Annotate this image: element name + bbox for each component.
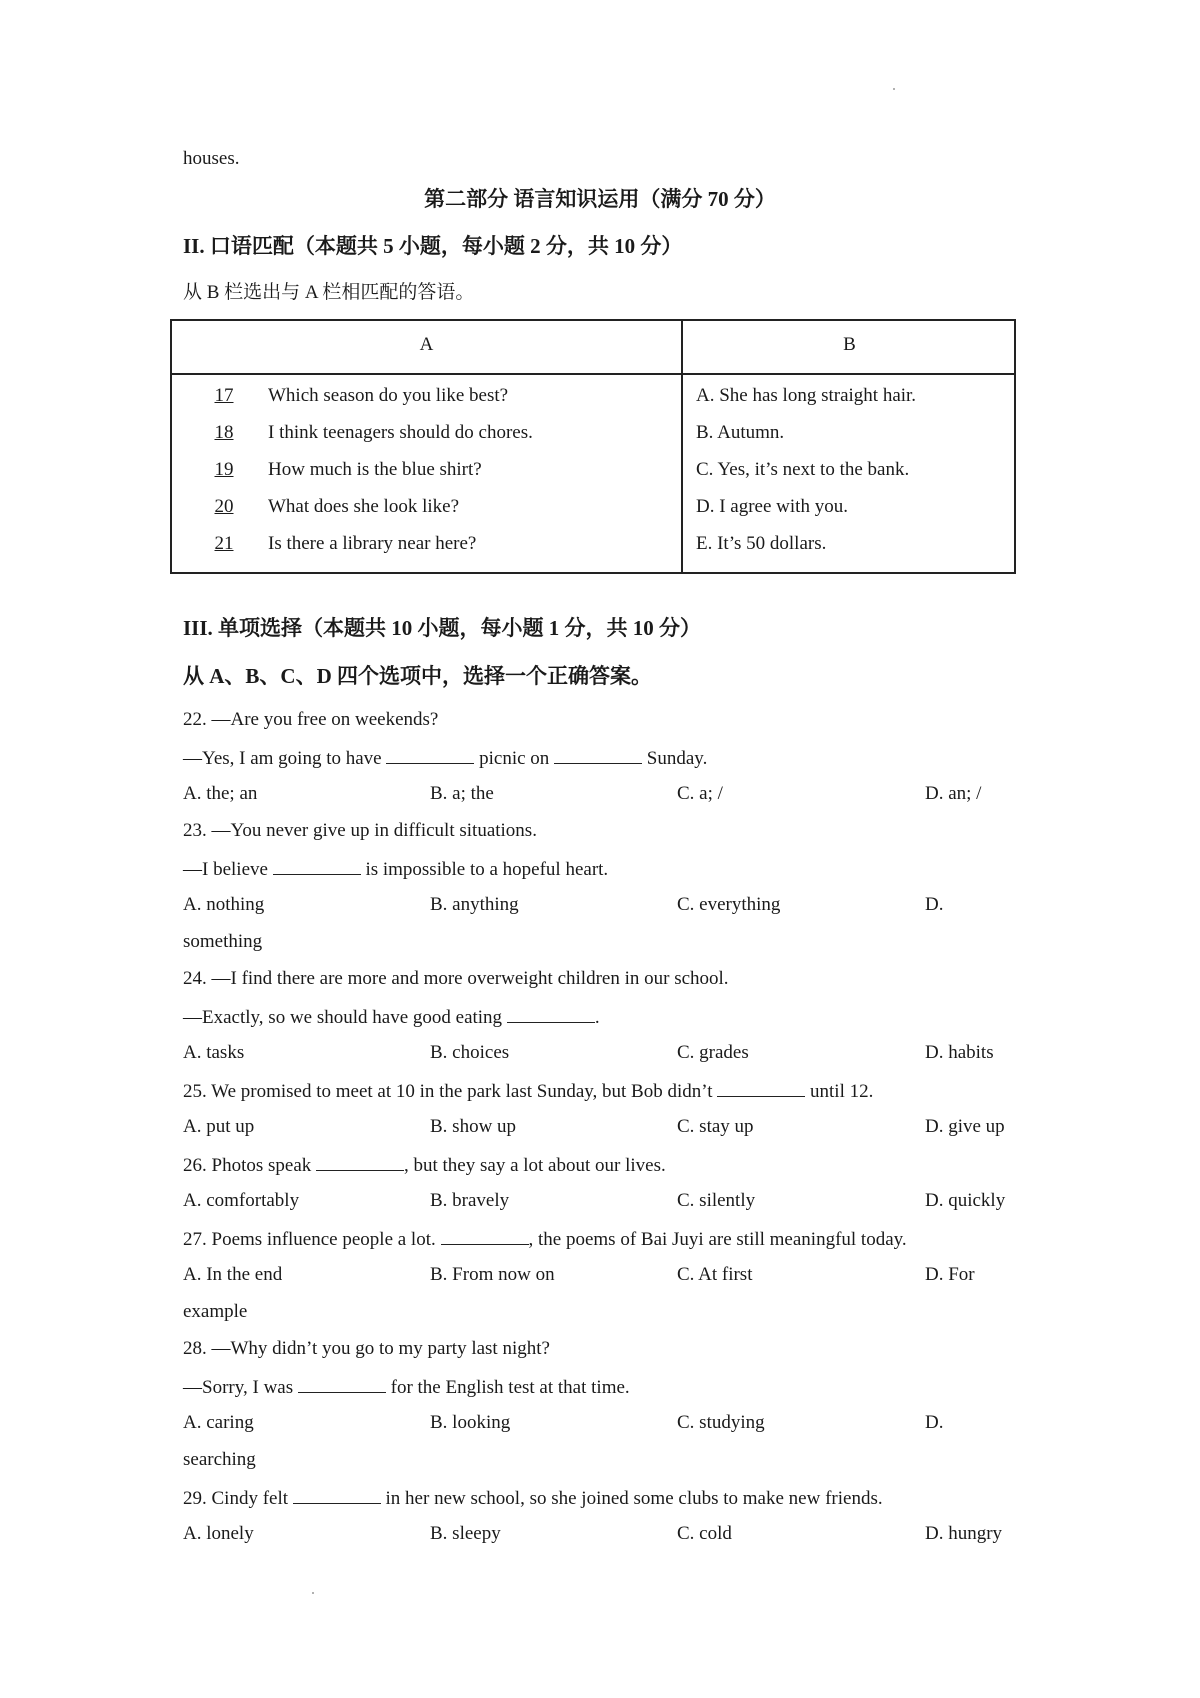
question-25: 25. We promised to meet at 10 in the park last Sunday, but Bob didn’t until 12. [183, 1078, 873, 1104]
option-27-d[interactable]: D. For [925, 1264, 975, 1285]
answer-blank[interactable] [298, 1374, 386, 1393]
option-29-a[interactable]: A. lonely [183, 1523, 254, 1544]
option-27-d-continued[interactable]: example [183, 1301, 248, 1322]
question-24-line2: —Exactly, so we should have good eating . [183, 1004, 600, 1030]
option-23-b[interactable]: B. anything [430, 894, 519, 915]
table-row-19 [184, 458, 482, 482]
option-25-b[interactable]: B. show up [430, 1116, 517, 1137]
question-22-line1: 22. —Are you free on weekends? [183, 709, 439, 730]
table-row-18 [184, 421, 533, 445]
option-27-a[interactable]: A. In the end [183, 1264, 283, 1285]
option-23-a[interactable]: A. nothing [183, 894, 265, 915]
question-23-line1: 23. —You never give up in difficult situations. [183, 820, 537, 841]
question-23-line2: —I believe is impossible to a hopeful heart. [183, 856, 608, 882]
answer-blank-18[interactable]: 18 [214, 422, 234, 443]
option-23-d[interactable]: D. [925, 894, 944, 915]
option-23-c[interactable]: C. everything [677, 894, 781, 915]
question-29: 29. Cindy felt in her new school, so she joined some clubs to make new friends. [183, 1485, 883, 1511]
question-20: What does she look like? [268, 496, 460, 517]
column-b-header: B [843, 334, 856, 355]
answer-option-e: E. It’s 50 dollars. [696, 533, 827, 554]
table-row-20 [184, 495, 459, 519]
option-28-b[interactable]: B. looking [430, 1412, 511, 1433]
option-22-c[interactable]: C. a; / [677, 783, 723, 804]
question-22-line2: —Yes, I am going to have picnic on Sunday. [183, 745, 707, 771]
answer-option-b: B. Autumn. [696, 422, 785, 443]
option-26-d[interactable]: D. quickly [925, 1190, 1006, 1211]
answer-blank[interactable] [386, 745, 474, 764]
question-19: How much is the blue shirt? [268, 459, 482, 480]
question-27: 27. Poems influence people a lot. , the poems of Bai Juyi are still meaningful today. [183, 1226, 907, 1252]
answer-blank-19[interactable]: 19 [214, 459, 234, 480]
option-22-b[interactable]: B. a; the [430, 783, 494, 804]
question-28-line1: 28. —Why didn’t you go to my party last night? [183, 1338, 550, 1359]
option-26-b[interactable]: B. bravely [430, 1190, 510, 1211]
option-29-c[interactable]: C. cold [677, 1523, 732, 1544]
section2-heading: II. 口语匹配（本题共 5 小题，每小题 2 分，共 10 分） [183, 234, 683, 258]
option-25-c[interactable]: C. stay up [677, 1116, 754, 1137]
answer-blank-21[interactable]: 21 [214, 533, 234, 554]
answer-blank[interactable] [293, 1485, 381, 1504]
question-28-line2: —Sorry, I was for the English test at that time. [183, 1374, 630, 1400]
scan-speck [893, 88, 895, 90]
question-26: 26. Photos speak , but they say a lot about our lives. [183, 1152, 666, 1178]
option-28-c[interactable]: C. studying [677, 1412, 765, 1433]
column-a-header: A [419, 334, 434, 355]
option-22-d[interactable]: D. an; / [925, 783, 982, 804]
answer-blank[interactable] [554, 745, 642, 764]
option-24-b[interactable]: B. choices [430, 1042, 510, 1063]
table-divider-vertical [681, 321, 683, 572]
answer-blank[interactable] [441, 1226, 529, 1245]
continued-text: houses. [183, 148, 240, 169]
section3-heading: III. 单项选择（本题共 10 小题，每小题 1 分，共 10 分） [183, 616, 702, 640]
section3-instruction: 从 A、B、C、D 四个选项中，选择一个正确答案。 [183, 664, 653, 688]
option-27-c[interactable]: C. At first [677, 1264, 753, 1285]
answer-option-a: A. She has long straight hair. [696, 385, 917, 406]
answer-option-c: C. Yes, it’s next to the bank. [696, 459, 910, 480]
table-divider-horizontal [172, 373, 1014, 375]
answer-blank[interactable] [316, 1152, 404, 1171]
answer-option-d: D. I agree with you. [696, 496, 848, 517]
answer-blank[interactable] [273, 856, 361, 875]
option-28-d[interactable]: D. [925, 1412, 944, 1433]
option-27-b[interactable]: B. From now on [430, 1264, 555, 1285]
option-29-b[interactable]: B. sleepy [430, 1523, 501, 1544]
table-row-17 [184, 384, 508, 408]
part-title: 第二部分 语言知识运用（满分 70 分） [424, 187, 776, 211]
option-29-d[interactable]: D. hungry [925, 1523, 1003, 1544]
option-24-a[interactable]: A. tasks [183, 1042, 245, 1063]
answer-blank-17[interactable]: 17 [214, 385, 234, 406]
section2-instruction: 从 B 栏选出与 A 栏相匹配的答语。 [183, 282, 475, 303]
option-24-d[interactable]: D. habits [925, 1042, 994, 1063]
option-28-a[interactable]: A. caring [183, 1412, 254, 1433]
option-24-c[interactable]: C. grades [677, 1042, 749, 1063]
table-row-21 [184, 532, 476, 556]
option-25-d[interactable]: D. give up [925, 1116, 1005, 1137]
option-26-a[interactable]: A. comfortably [183, 1190, 300, 1211]
option-23-d-continued[interactable]: something [183, 931, 263, 952]
question-18: I think teenagers should do chores. [268, 422, 533, 443]
answer-blank[interactable] [717, 1078, 805, 1097]
matching-table [170, 319, 1016, 574]
scan-speck [312, 1592, 314, 1594]
option-22-a[interactable]: A. the; an [183, 783, 258, 804]
option-26-c[interactable]: C. silently [677, 1190, 756, 1211]
answer-blank[interactable] [507, 1004, 595, 1023]
answer-blank-20[interactable]: 20 [214, 496, 234, 517]
option-25-a[interactable]: A. put up [183, 1116, 255, 1137]
option-28-d-continued[interactable]: searching [183, 1449, 256, 1470]
question-17: Which season do you like best? [268, 385, 509, 406]
question-21: Is there a library near here? [268, 533, 477, 554]
question-24-line1: 24. —I find there are more and more overweight children in our school. [183, 968, 729, 989]
